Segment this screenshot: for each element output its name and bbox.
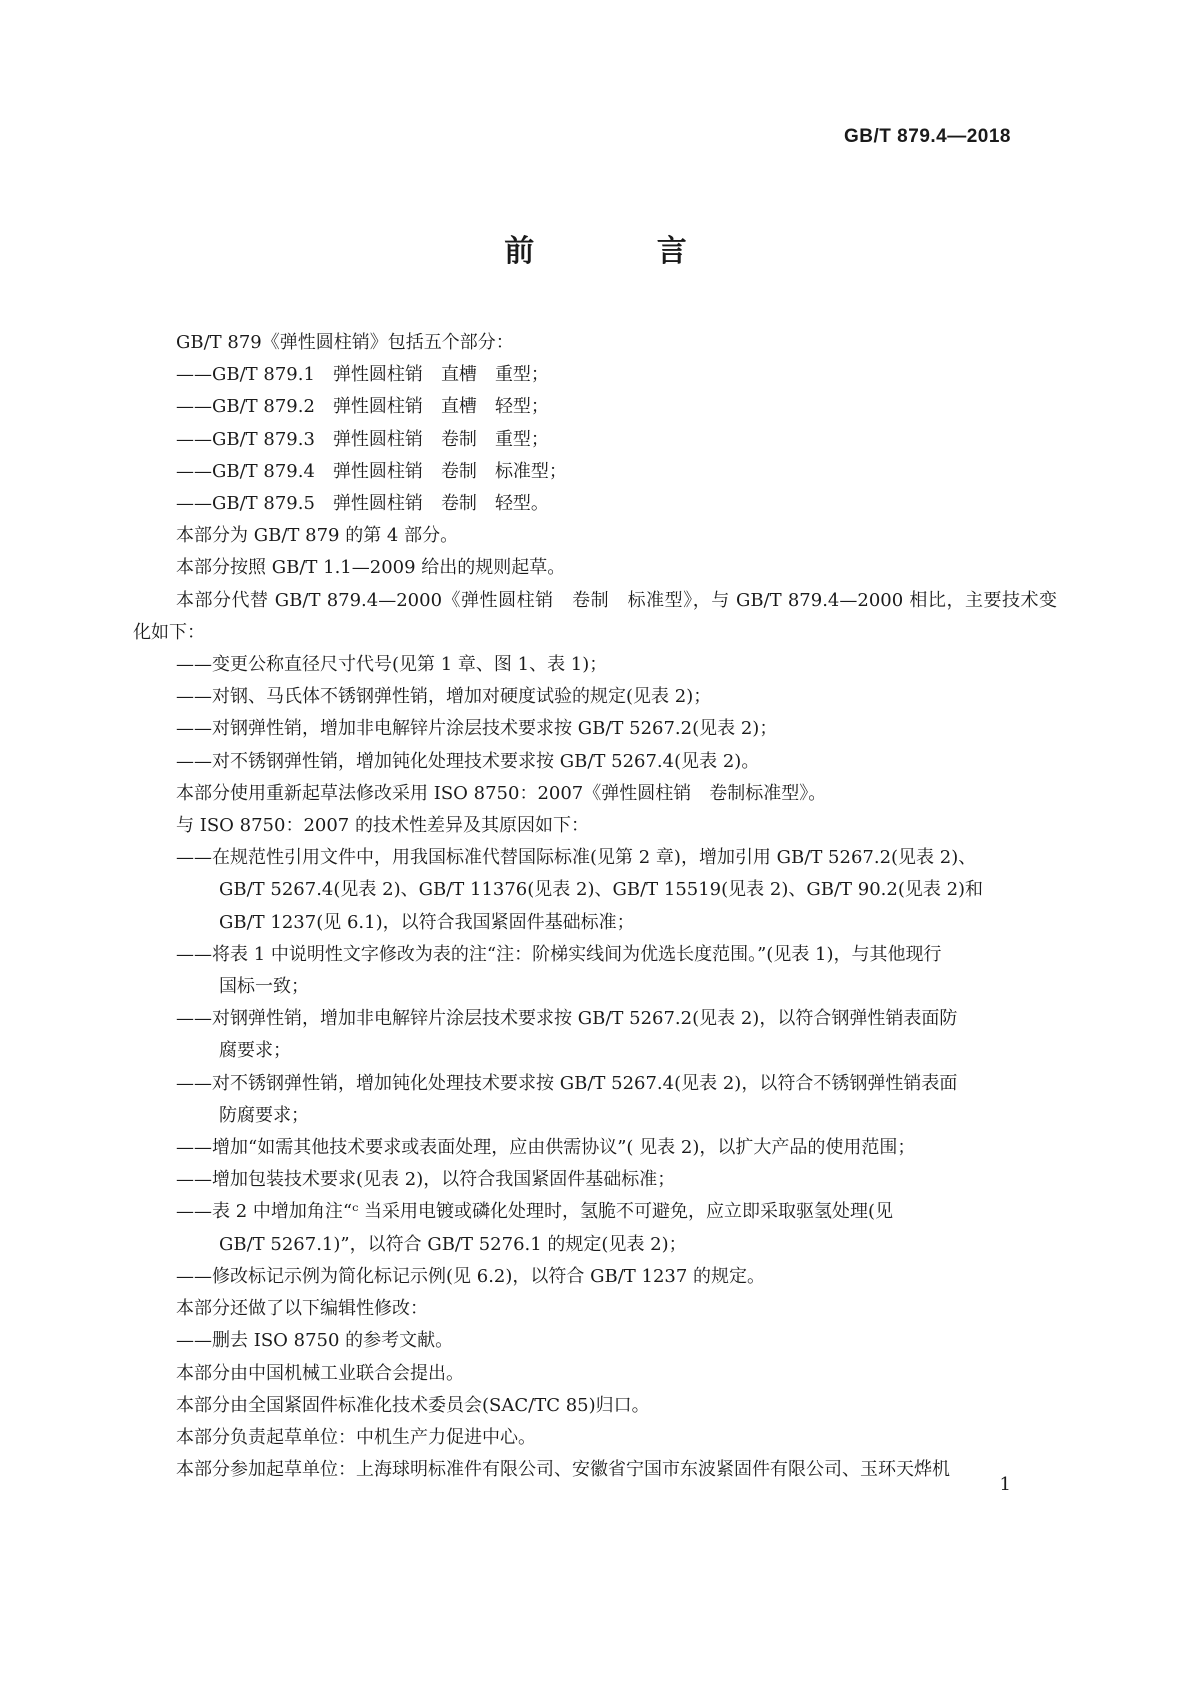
list-dash: —— bbox=[176, 1265, 212, 1287]
list-item-text: 对钢、马氏体不锈钢弹性销，增加对硬度试验的规定(见表 2)； bbox=[212, 686, 712, 708]
list-item bbox=[133, 649, 1057, 681]
list-dash: —— bbox=[176, 718, 212, 740]
list-item bbox=[133, 746, 1057, 778]
part-name: 弹性圆柱销 bbox=[332, 428, 423, 450]
list-dash: —— bbox=[176, 1169, 212, 1191]
list-dash: —— bbox=[176, 1008, 212, 1030]
list-item-text: 对钢弹性销，增加非电解锌片涂层技术要求按 GB/T 5267.2(见表 2)； bbox=[212, 718, 778, 740]
list-item bbox=[133, 939, 1057, 971]
list-item-continuation: GB/T 5267.4(见表 2)、GB/T 11376(见表 2)、GB/T 15519(见表 2)、GB/T 90.2(见表 2)和 bbox=[219, 879, 984, 901]
intro-paragraph: GB/T 879《弹性圆柱销》包括五个部分： bbox=[176, 332, 514, 353]
page-title: 前 言 bbox=[504, 234, 743, 269]
editorial-paragraph: 本部分还做了以下编辑性修改： bbox=[176, 1298, 428, 1320]
list-item-text: 对钢弹性销，增加非电解锌片涂层技术要求按 GB/T 5267.2(见表 2)，以符合钢弹性销表面防 bbox=[212, 1008, 958, 1030]
part-type: 直槽 bbox=[440, 364, 477, 386]
drafter-paragraph: 本部分负责起草单位：中机生产力促进中心。 bbox=[176, 1426, 536, 1448]
part-code: GB/T 879.1 bbox=[212, 364, 315, 386]
participants-paragraph: 本部分参加起草单位：上海球明标准件有限公司、安徽省宁国市东波紧固件有限公司、玉环天烨机 bbox=[176, 1459, 950, 1481]
list-item-text: 表 2 中增加角注“ᶜ 当采用电镀或磷化处理时，氢脆不可避免，应立即采取驱氢处理(见 bbox=[212, 1201, 894, 1223]
list-item-continuation: GB/T 5267.1)”，以符合 GB/T 5276.1 的规定(见表 2)； bbox=[219, 1233, 687, 1255]
part-type: 卷制 bbox=[440, 460, 477, 482]
replace-paragraph: 本部分代替 GB/T 879.4—2000《弹性圆柱销 卷制 标准型》，与 GB/T 879.4—2000 相比，主要技术变化如下： bbox=[133, 589, 1057, 643]
changes-list bbox=[133, 649, 1057, 778]
part-of-paragraph: 本部分为 GB/T 879 的第 4 部分。 bbox=[176, 525, 459, 547]
list-dash: —— bbox=[176, 943, 212, 965]
list-dash: —— bbox=[176, 847, 212, 869]
list-item bbox=[133, 1196, 1057, 1228]
part-name: 弹性圆柱销 bbox=[332, 396, 423, 418]
list-dash: —— bbox=[176, 750, 212, 772]
list-item bbox=[133, 359, 1057, 391]
part-weight: 轻型； bbox=[494, 396, 549, 418]
list-dash: —— bbox=[176, 1072, 212, 1094]
list-item bbox=[133, 713, 1057, 745]
list-item bbox=[133, 1325, 1057, 1357]
part-type: 卷制 bbox=[440, 493, 477, 515]
document-body bbox=[133, 327, 1057, 1486]
list-item bbox=[133, 488, 1057, 520]
part-name: 弹性圆柱销 bbox=[332, 364, 423, 386]
list-dash: —— bbox=[176, 1137, 212, 1159]
part-code: GB/T 879.5 bbox=[212, 493, 315, 515]
adopt-paragraph: 本部分使用重新起草法修改采用 ISO 8750：2007《弹性圆柱销 卷制标准型》。 bbox=[176, 782, 827, 804]
list-item bbox=[133, 1003, 1057, 1035]
part-weight: 标准型； bbox=[494, 460, 567, 482]
list-item bbox=[133, 1164, 1057, 1196]
part-weight: 重型； bbox=[494, 428, 549, 450]
proposed-paragraph: 本部分由中国机械工业联合会提出。 bbox=[176, 1362, 464, 1384]
list-dash: —— bbox=[176, 686, 212, 708]
parts-list bbox=[133, 359, 1057, 520]
list-item bbox=[133, 456, 1057, 488]
list-item-text: 将表 1 中说明性文字修改为表的注“注：阶梯实线间为优选长度范围。”(见表 1)，与其他现行 bbox=[212, 943, 942, 965]
list-item-text: 删去 ISO 8750 的参考文献。 bbox=[212, 1330, 454, 1352]
part-name: 弹性圆柱销 bbox=[332, 493, 423, 515]
diffs-list bbox=[133, 842, 1057, 1293]
list-item-text: 增加包装技术要求(见表 2)，以符合我国紧固件基础标准； bbox=[212, 1169, 676, 1191]
list-dash: —— bbox=[176, 493, 212, 515]
part-type: 直槽 bbox=[440, 396, 477, 418]
part-code: GB/T 879.4 bbox=[212, 460, 315, 482]
editorial-list bbox=[133, 1325, 1057, 1357]
list-item bbox=[133, 424, 1057, 456]
list-item bbox=[133, 1068, 1057, 1100]
list-item bbox=[133, 681, 1057, 713]
part-code: GB/T 879.3 bbox=[212, 428, 315, 450]
list-dash: —— bbox=[176, 364, 212, 386]
list-dash: —— bbox=[176, 460, 212, 482]
part-weight: 重型； bbox=[494, 364, 549, 386]
rules-paragraph: 本部分按照 GB/T 1.1—2009 给出的规则起草。 bbox=[176, 557, 566, 579]
list-item-continuation: 防腐要求； bbox=[219, 1104, 309, 1126]
list-dash: —— bbox=[176, 396, 212, 418]
list-item-continuation: 腐要求； bbox=[219, 1040, 291, 1062]
page-number: 1 bbox=[999, 1474, 1011, 1495]
list-item bbox=[133, 1261, 1057, 1293]
standard-code: GB/T 879.4—2018 bbox=[844, 126, 1011, 147]
list-item-text: 对不锈钢弹性销，增加钝化处理技术要求按 GB/T 5267.4(见表 2)，以符合不锈钢弹性销表面 bbox=[212, 1072, 958, 1094]
list-item bbox=[133, 1132, 1057, 1164]
diff-paragraph: 与 ISO 8750：2007 的技术性差异及其原因如下： bbox=[176, 815, 589, 837]
list-item-text: 对不锈钢弹性销，增加钝化处理技术要求按 GB/T 5267.4(见表 2)。 bbox=[212, 750, 760, 772]
part-weight: 轻型。 bbox=[494, 493, 549, 515]
centralized-paragraph: 本部分由全国紧固件标准化技术委员会(SAC/TC 85)归口。 bbox=[176, 1394, 650, 1416]
list-item-continuation: GB/T 1237(见 6.1)，以符合我国紧固件基础标准； bbox=[219, 911, 635, 933]
list-item-continuation: 国标一致； bbox=[219, 976, 309, 998]
part-type: 卷制 bbox=[440, 428, 477, 450]
list-item bbox=[133, 842, 1057, 874]
part-name: 弹性圆柱销 bbox=[332, 460, 423, 482]
part-code: GB/T 879.2 bbox=[212, 396, 315, 418]
list-item-text: 修改标记示例为简化标记示例(见 6.2)，以符合 GB/T 1237 的规定。 bbox=[212, 1265, 766, 1287]
list-item-text: 增加“如需其他技术要求或表面处理，应由供需协议”( 见表 2)，以扩大产品的使用范围； bbox=[212, 1137, 916, 1159]
list-dash: —— bbox=[176, 428, 212, 450]
list-item-text: 在规范性引用文件中，用我国标准代替国际标准(见第 2 章)，增加引用 GB/T 5267.2(见表 2)、 bbox=[212, 847, 977, 869]
list-dash: —— bbox=[176, 1330, 212, 1352]
list-dash: —— bbox=[176, 654, 212, 676]
list-dash: —— bbox=[176, 1201, 212, 1223]
list-item-text: 变更公称直径尺寸代号(见第 1 章、图 1、表 1)； bbox=[212, 654, 608, 676]
list-item bbox=[133, 391, 1057, 423]
